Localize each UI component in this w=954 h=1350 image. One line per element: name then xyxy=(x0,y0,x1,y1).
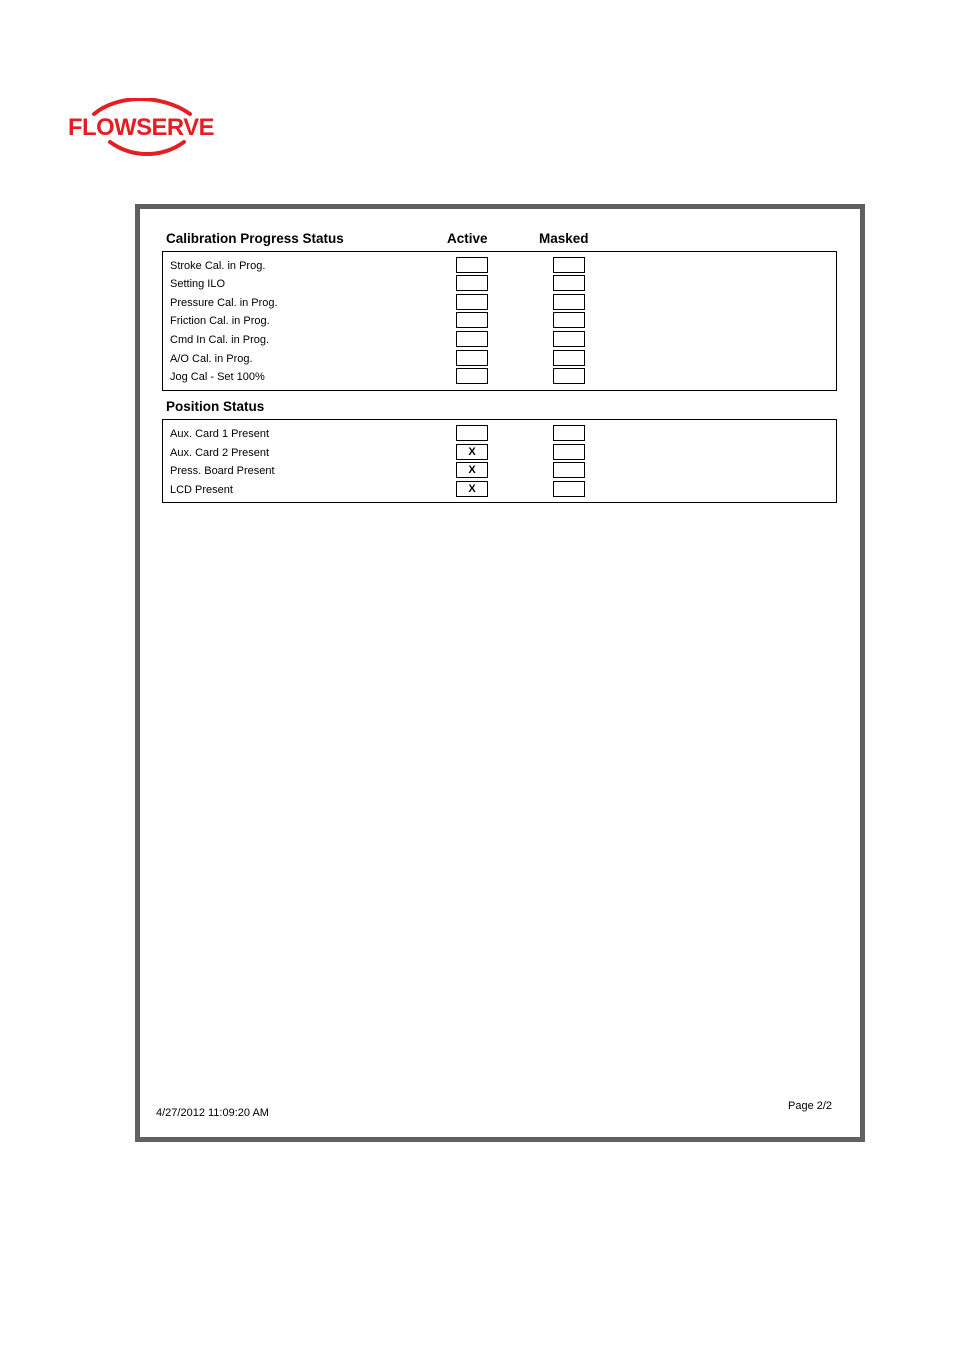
table-row xyxy=(163,425,836,443)
table-row xyxy=(163,275,836,293)
active-checkbox xyxy=(456,275,488,291)
row-label: Stroke Cal. in Prog. xyxy=(170,260,266,272)
row-label: Aux. Card 2 Present xyxy=(170,447,270,459)
masked-checkbox xyxy=(553,312,585,328)
row-label: Setting ILO xyxy=(170,278,226,290)
row-label: LCD Present xyxy=(170,484,233,496)
masked-column-header: Masked xyxy=(539,231,589,246)
masked-checkbox xyxy=(553,481,585,497)
active-checkbox xyxy=(456,312,488,328)
masked-checkbox xyxy=(553,425,585,441)
table-row xyxy=(163,368,836,386)
table-row xyxy=(163,331,836,349)
masked-checkbox xyxy=(553,275,585,291)
row-label: A/O Cal. in Prog. xyxy=(170,353,253,365)
active-checkbox xyxy=(456,368,488,384)
masked-checkbox xyxy=(553,368,585,384)
row-label: Cmd In Cal. in Prog. xyxy=(170,334,270,346)
row-label: Aux. Card 1 Present xyxy=(170,428,270,440)
table-row xyxy=(163,312,836,330)
active-checkbox: X xyxy=(456,462,488,478)
masked-checkbox xyxy=(553,294,585,310)
table-row xyxy=(163,350,836,368)
active-column-header: Active xyxy=(447,231,488,246)
report-frame xyxy=(135,204,865,1142)
active-checkbox: X xyxy=(456,481,488,497)
position-status-title: Position Status xyxy=(166,399,265,414)
row-label: Friction Cal. in Prog. xyxy=(170,315,270,327)
active-checkbox xyxy=(456,294,488,310)
table-row xyxy=(163,294,836,312)
table-row xyxy=(163,462,836,480)
calibration-status-table xyxy=(162,251,837,391)
active-checkbox xyxy=(456,257,488,273)
calibration-status-title: Calibration Progress Status xyxy=(166,231,344,246)
masked-checkbox xyxy=(553,331,585,347)
active-checkbox xyxy=(456,331,488,347)
row-label: Jog Cal - Set 100% xyxy=(170,371,265,383)
flowserve-logo xyxy=(66,98,218,156)
table-row xyxy=(163,444,836,462)
masked-checkbox xyxy=(553,444,585,460)
position-status-table xyxy=(162,419,837,503)
table-row xyxy=(163,257,836,275)
active-checkbox xyxy=(456,425,488,441)
active-checkbox xyxy=(456,350,488,366)
masked-checkbox xyxy=(553,350,585,366)
active-checkbox: X xyxy=(456,444,488,460)
row-label: Pressure Cal. in Prog. xyxy=(170,297,278,309)
svg-text:FLOWSERVE: FLOWSERVE xyxy=(68,114,215,141)
table-row xyxy=(163,481,836,499)
row-label: Press. Board Present xyxy=(170,465,275,477)
page-number: Page 2/2 xyxy=(788,1100,833,1112)
flowserve-logo-graphic xyxy=(66,98,218,156)
masked-checkbox xyxy=(553,462,585,478)
masked-checkbox xyxy=(553,257,585,273)
report-timestamp: 4/27/2012 11:09:20 AM xyxy=(156,1107,269,1119)
